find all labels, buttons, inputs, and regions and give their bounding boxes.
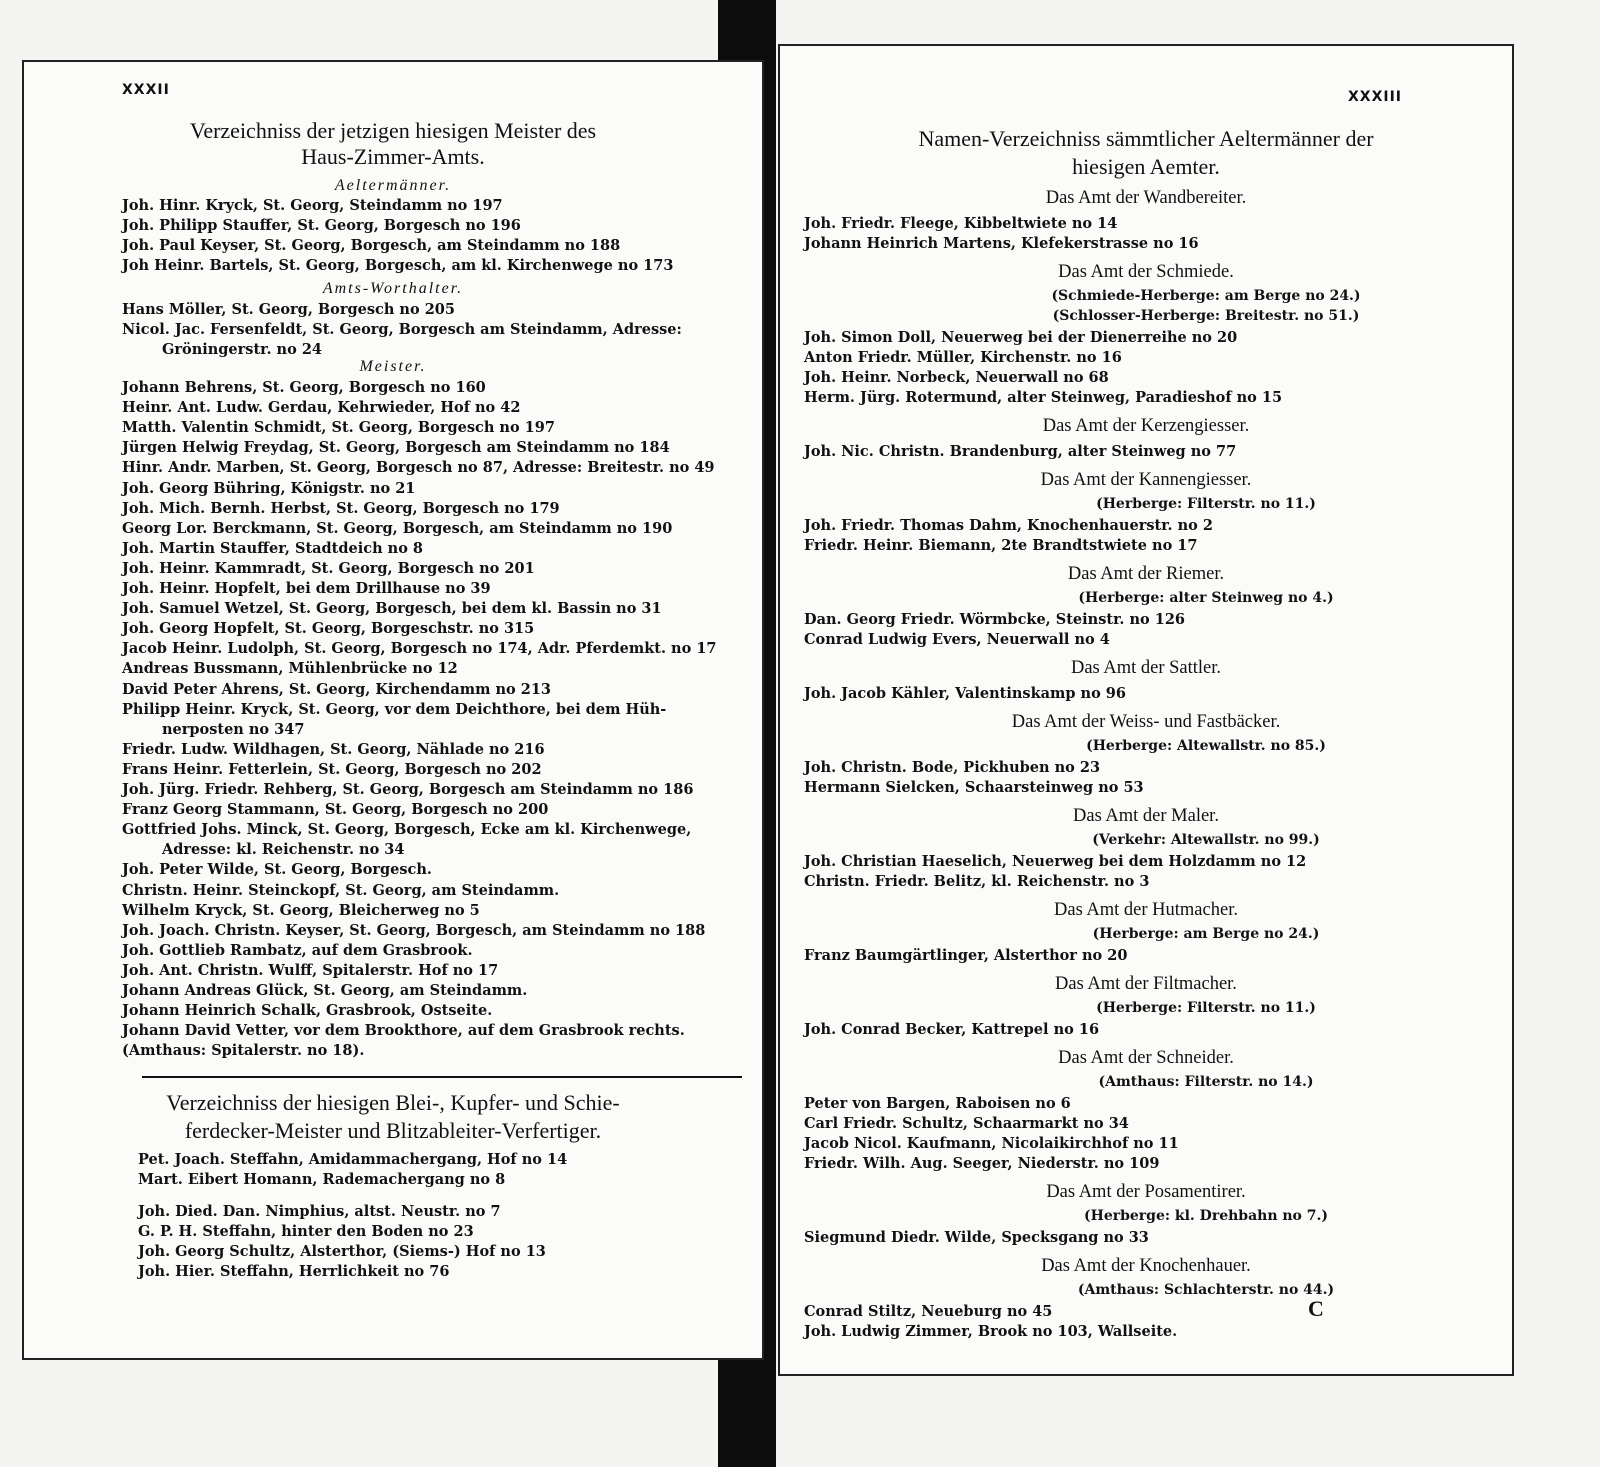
subheading-aeltermaenner: Aeltermänner. xyxy=(334,177,452,194)
list-entry: Gottfried Johs. Minck, St. Georg, Borgesch, Ecke am kl. Kirchenwege, xyxy=(122,821,692,839)
list-entry: Nicol. Jac. Fersenfeldt, St. Georg, Borgesch am Steindamm, Adresse: xyxy=(122,321,682,338)
list-entry: Hinr. Andr. Marben, St. Georg, Borgesch no 87, Adresse: Breitestr. no 49 xyxy=(122,459,715,477)
list-entry: Joh. Mich. Bernh. Herbst, St. Georg, Borgesch no 179 xyxy=(122,499,560,517)
list-entry: Joh. Philipp Stauffer, St. Georg, Borgesch no 196 xyxy=(122,217,521,234)
list-entry: Johann Heinrich Schalk, Grasbrook, Ostseite. xyxy=(122,1002,493,1020)
herberge-note: (Herberge: kl. Drehbahn no 7.) xyxy=(1083,1208,1329,1224)
aeltermann-entry: Anton Friedr. Müller, Kirchenstr. no 16 xyxy=(804,349,1122,366)
list-entry: Johann David Vetter, vor dem Brookthore, auf dem Grasbrook rechts. xyxy=(122,1022,685,1040)
list-entry: nerposten no 347 xyxy=(162,720,305,738)
subheading-worthalter: Amts-Worthalter. xyxy=(322,280,464,297)
list-entry: Georg Lor. Berckmann, St. Georg, Borgesch, am Steindamm no 190 xyxy=(122,519,673,537)
list-entry: Joh. Heinr. Hopfelt, bei dem Drillhause no 39 xyxy=(122,580,491,597)
list-entry: Philipp Heinr. Kryck, St. Georg, vor dem Deichthore, bei dem Hüh- xyxy=(122,700,667,718)
list-entry: Jürgen Helwig Freydag, St. Georg, Borgesch am Steindamm no 184 xyxy=(122,439,670,457)
section-divider xyxy=(142,1076,742,1078)
herberge-note: (Herberge: Altewallstr. no 85.) xyxy=(1086,738,1326,754)
left-title-line3: Verzeichniss der hiesigen Blei-, Kupfer- und Schie- xyxy=(166,1090,620,1115)
herberge-note: (Verkehr: Altewallstr. no 99.) xyxy=(1092,832,1320,848)
list-entry: Andreas Bussmann, Mühlenbrücke no 12 xyxy=(122,660,458,678)
list-entry: Franz Georg Stammann, St. Georg, Borgesch no 200 xyxy=(122,801,549,819)
list-entry: Mart. Eibert Homann, Rademachergang no 8 xyxy=(138,1171,506,1188)
left-title-line4: ferdecker-Meister und Blitzableiter-Verfertiger. xyxy=(184,1118,602,1143)
aeltermann-entry: Jacob Nicol. Kaufmann, Nicolaikirchhof no 11 xyxy=(804,1135,1179,1152)
list-entry: (Amthaus: Spitalerstr. no 18). xyxy=(122,1042,365,1060)
list-entry: Joh. Joach. Christn. Keyser, St. Georg, Borgesch, am Steindamm no 188 xyxy=(122,921,706,939)
herberge-note: (Schlosser-Herberge: Breitestr. no 51.) xyxy=(1052,308,1360,324)
aeltermann-entry: Siegmund Diedr. Wilde, Specksgang no 33 xyxy=(804,1229,1149,1246)
list-entry: Joh. Peter Wilde, St. Georg, Borgesch. xyxy=(122,861,432,879)
aeltermann-entry: Joh. Ludwig Zimmer, Brook no 103, Wallseite. xyxy=(804,1323,1178,1340)
aeltermann-entry: Friedr. Wilh. Aug. Seeger, Niederstr. no 109 xyxy=(804,1155,1160,1172)
herberge-note: (Schmiede-Herberge: am Berge no 24.) xyxy=(1051,288,1361,304)
amt-heading: Das Amt der Hutmacher. xyxy=(1054,900,1238,920)
aeltermann-entry: Joh. Nic. Christn. Brandenburg, alter Steinweg no 77 xyxy=(804,443,1237,460)
list-entry: Johann Andreas Glück, St. Georg, am Steindamm. xyxy=(122,982,528,999)
list-entry: Joh. Died. Dan. Nimphius, altst. Neustr. no 7 xyxy=(138,1203,501,1220)
aeltermann-entry: Friedr. Heinr. Biemann, 2te Brandtstwiete no 17 xyxy=(804,537,1198,554)
aeltermann-entry: Conrad Stiltz, Neueburg no 45 xyxy=(804,1303,1053,1320)
amt-heading: Das Amt der Sattler. xyxy=(1070,658,1222,678)
amt-heading: Das Amt der Posamentirer. xyxy=(1046,1182,1246,1202)
list-entry: Joh. Georg Bühring, Königstr. no 21 xyxy=(122,479,416,497)
list-entry: Joh. Georg Hopfelt, St. Georg, Borgeschstr. no 315 xyxy=(122,620,535,638)
list-entry: Christn. Heinr. Steinckopf, St. Georg, am Steindamm. xyxy=(122,881,560,899)
page-number-right: XXXIII xyxy=(1348,89,1403,105)
amt-heading: Das Amt der Riemer. xyxy=(1067,564,1225,584)
aeltermann-entry: Joh. Christian Haeselich, Neuerweg bei dem Holzdamm no 12 xyxy=(804,853,1307,870)
left-title-line2: Haus-Zimmer-Amts. xyxy=(301,144,485,169)
aeltermann-entry: Hermann Sielcken, Schaarsteinweg no 53 xyxy=(804,779,1144,796)
aeltermann-entry: Franz Baumgärtlinger, Alsterthor no 20 xyxy=(804,947,1128,964)
left-page xyxy=(22,60,764,1360)
list-entry: Joh. Hinr. Kryck, St. Georg, Steindamm no 197 xyxy=(122,197,503,214)
list-entry: Joh. Jürg. Friedr. Rehberg, St. Georg, Borgesch am Steindamm no 186 xyxy=(122,781,694,798)
amt-heading: Das Amt der Wandbereiter. xyxy=(1045,188,1247,208)
herberge-note: (Herberge: am Berge no 24.) xyxy=(1092,926,1320,942)
right-title-line1: Namen-Verzeichniss sämmtlicher Aeltermänner der xyxy=(918,126,1374,151)
list-entry: Heinr. Ant. Ludw. Gerdau, Kehrwieder, Hof no 42 xyxy=(122,399,521,417)
aeltermann-entry: Herm. Jürg. Rotermund, alter Steinweg, Paradieshof no 15 xyxy=(804,389,1283,406)
list-entry: Jacob Heinr. Ludolph, St. Georg, Borgesch no 174, Adr. Pferdemkt. no 17 xyxy=(122,640,717,658)
herberge-note: (Amthaus: Schlachterstr. no 44.) xyxy=(1077,1282,1335,1298)
list-entry: Adresse: kl. Reichenstr. no 34 xyxy=(162,841,405,859)
list-entry: Friedr. Ludw. Wildhagen, St. Georg, Nählade no 216 xyxy=(122,740,545,758)
aeltermann-entry: Conrad Ludwig Evers, Neuerwall no 4 xyxy=(804,631,1110,648)
aeltermann-entry: Peter von Bargen, Raboisen no 6 xyxy=(804,1095,1071,1112)
herberge-note: (Herberge: alter Steinweg no 4.) xyxy=(1078,590,1334,606)
amt-heading: Das Amt der Weiss- und Fastbäcker. xyxy=(1011,712,1281,732)
aeltermann-entry: Joh. Friedr. Fleege, Kibbeltwiete no 14 xyxy=(804,215,1118,232)
list-entry: Frans Heinr. Fetterlein, St. Georg, Borgesch no 202 xyxy=(122,760,542,778)
amt-heading: Das Amt der Filtmacher. xyxy=(1055,974,1237,994)
amt-heading: Das Amt der Kannengiesser. xyxy=(1040,470,1252,490)
subheading-meister: Meister. xyxy=(359,358,427,375)
aeltermann-entry: Joh. Jacob Kähler, Valentinskamp no 96 xyxy=(804,685,1126,702)
right-title-line2: hiesigen Aemter. xyxy=(1072,154,1220,179)
list-entry: G. P. H. Steffahn, hinter den Boden no 23 xyxy=(138,1223,474,1240)
aeltermann-entry: Carl Friedr. Schultz, Schaarmarkt no 34 xyxy=(804,1115,1129,1132)
list-entry: Joh. Georg Schultz, Alsterthor, (Siems-) Hof no 13 xyxy=(138,1243,546,1260)
herberge-note: (Herberge: Filterstr. no 11.) xyxy=(1096,1000,1316,1016)
aeltermann-entry: Dan. Georg Friedr. Wörmbcke, Steinstr. no 126 xyxy=(804,611,1186,628)
herberge-note: (Herberge: Filterstr. no 11.) xyxy=(1096,496,1316,512)
aeltermann-entry: Joh. Simon Doll, Neuerweg bei der Dienerreihe no 20 xyxy=(804,329,1238,346)
list-entry: Joh. Martin Stauffer, Stadtdeich no 8 xyxy=(122,539,424,557)
amt-heading: Das Amt der Knochenhauer. xyxy=(1041,1256,1251,1276)
signature-mark: C xyxy=(1308,1296,1324,1321)
amt-heading: Das Amt der Kerzengiesser. xyxy=(1042,416,1250,436)
aeltermann-entry: Christn. Friedr. Belitz, kl. Reichenstr. no 3 xyxy=(804,873,1150,890)
list-entry: Pet. Joach. Steffahn, Amidammachergang, Hof no 14 xyxy=(138,1151,568,1168)
amt-heading: Das Amt der Schmiede. xyxy=(1058,262,1234,282)
list-entry: Matth. Valentin Schmidt, St. Georg, Borgesch no 197 xyxy=(122,419,555,437)
amt-heading: Das Amt der Maler. xyxy=(1073,806,1219,826)
list-entry: Joh Heinr. Bartels, St. Georg, Borgesch, am kl. Kirchenwege no 173 xyxy=(122,257,674,274)
herberge-note: (Amthaus: Filterstr. no 14.) xyxy=(1098,1074,1314,1090)
amt-heading: Das Amt der Schneider. xyxy=(1058,1048,1234,1068)
list-entry: Joh. Ant. Christn. Wulff, Spitalerstr. Hof no 17 xyxy=(122,961,499,979)
left-title-line1: Verzeichniss der jetzigen hiesigen Meister des xyxy=(189,118,597,143)
list-entry: Joh. Gottlieb Rambatz, auf dem Grasbrook. xyxy=(122,941,473,959)
aeltermann-entry: Joh. Friedr. Thomas Dahm, Knochenhauerstr. no 2 xyxy=(804,517,1213,534)
aeltermann-entry: Johann Heinrich Martens, Klefekerstrasse no 16 xyxy=(804,235,1199,252)
list-entry: Joh. Hier. Steffahn, Herrlichkeit no 76 xyxy=(138,1263,450,1280)
list-entry: Johann Behrens, St. Georg, Borgesch no 160 xyxy=(122,379,486,396)
aeltermann-entry: Joh. Heinr. Norbeck, Neuerwall no 68 xyxy=(804,369,1109,386)
list-entry: David Peter Ahrens, St. Georg, Kirchendamm no 213 xyxy=(122,680,552,698)
list-entry: Hans Möller, St. Georg, Borgesch no 205 xyxy=(122,301,455,318)
aeltermann-entry: Joh. Conrad Becker, Kattrepel no 16 xyxy=(804,1021,1100,1038)
list-entry: Gröningerstr. no 24 xyxy=(162,341,322,358)
right-page xyxy=(778,44,1514,1376)
list-entry: Joh. Paul Keyser, St. Georg, Borgesch, am Steindamm no 188 xyxy=(122,237,621,254)
aeltermann-entry: Joh. Christn. Bode, Pickhuben no 23 xyxy=(804,759,1101,776)
list-entry: Joh. Heinr. Kammradt, St. Georg, Borgesch no 201 xyxy=(122,559,535,577)
list-entry: Joh. Samuel Wetzel, St. Georg, Borgesch, bei dem kl. Bassin no 31 xyxy=(122,600,662,618)
list-entry: Wilhelm Kryck, St. Georg, Bleicherweg no 5 xyxy=(122,901,480,919)
page-number-left: XXXII xyxy=(122,82,170,98)
